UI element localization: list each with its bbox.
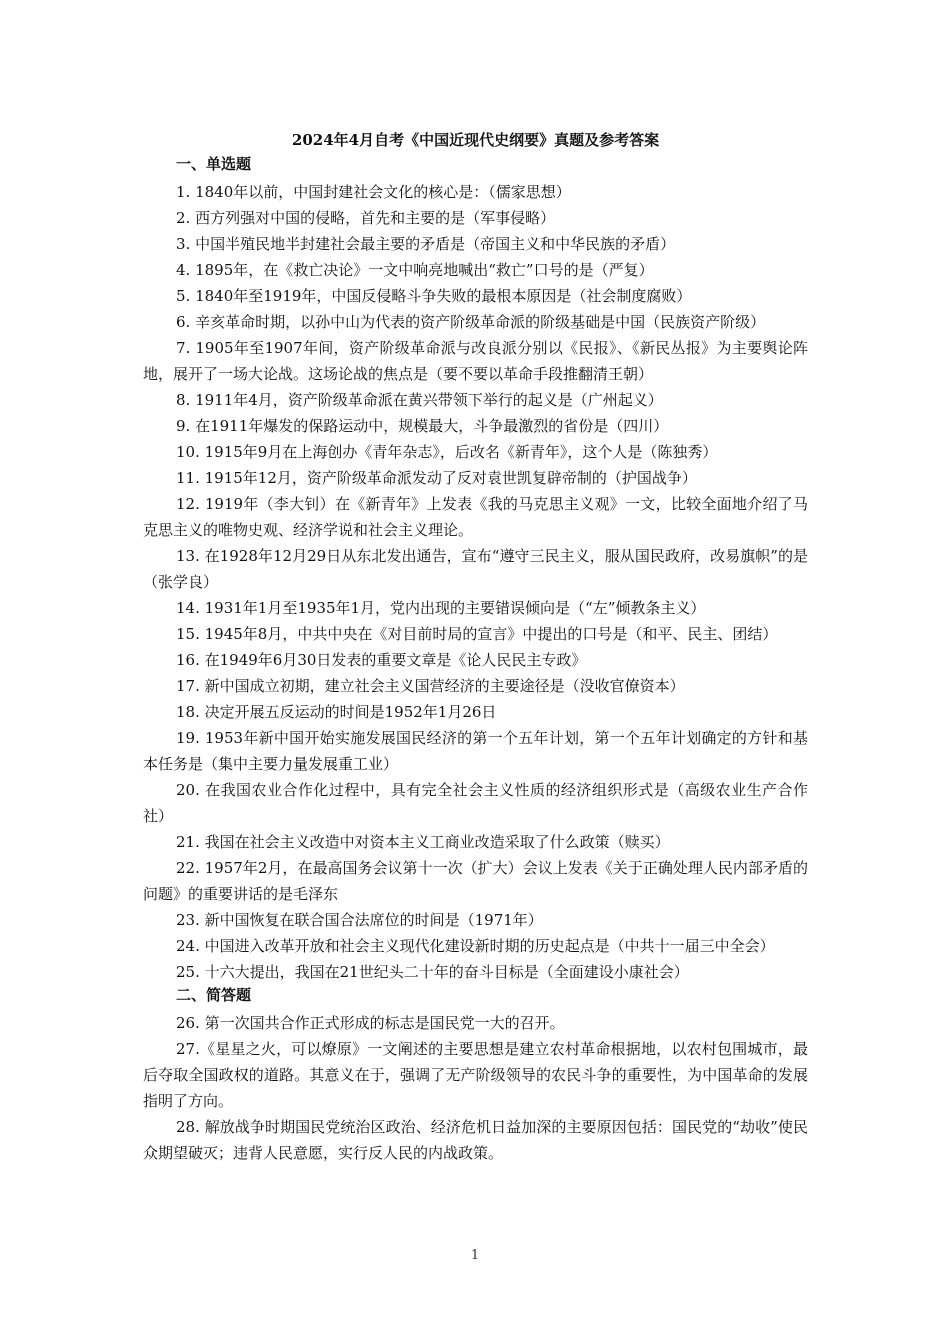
question-item: 28. 解放战争时期国民党统治区政治、经济危机日益加深的主要原因包括：国民党的“劫收”使民众期望破灭；违背人民意愿，实行反人民的内战政策。: [143, 1118, 808, 1162]
section-heading: 一、单选题: [176, 155, 252, 173]
question-item: 23. 新中国恢复在联合国合法席位的时间是（1971年）: [176, 911, 543, 929]
question-item: 1. 1840年以前，中国封建社会文化的核心是：（儒家思想）: [176, 183, 571, 201]
question-item: 5. 1840年至1919年，中国反侵略斗争失败的最根本原因是（社会制度腐败）: [176, 287, 692, 305]
question-item: 2. 西方列强对中国的侵略，首先和主要的是（军事侵略）: [176, 209, 556, 227]
question-item: 9. 在1911年爆发的保路运动中，规模最大，斗争最激烈的省份是（四川）: [176, 417, 669, 435]
question-item: 15. 1945年8月，中共中央在《对目前时局的宣言》中提出的口号是（和平、民主、团结）: [176, 625, 778, 643]
question-item: 17. 新中国成立初期，建立社会主义国营经济的主要途径是（没收官僚资本）: [176, 677, 685, 695]
question-item: 4. 1895年，在《救亡决论》一文中响亮地喊出“救亡”口号的是（严复）: [176, 261, 654, 279]
question-item: 18. 决定开展五反运动的时间是1952年1月26日: [176, 703, 497, 721]
document-title: 2024年4月自考《中国近现代史纲要》真题及参考答案: [291, 131, 660, 149]
question-item: 13. 在1928年12月29日从东北发出通告，宣布“遵守三民主义，服从国民政府，改易旗帜”的是（张学良）: [143, 547, 808, 591]
question-item: 3. 中国半殖民地半封建社会最主要的矛盾是（帝国主义和中华民族的矛盾）: [176, 235, 676, 253]
section-heading: 二、简答题: [176, 986, 252, 1004]
question-item: 26. 第一次国共合作正式形成的标志是国民党一大的召开。: [176, 1014, 565, 1032]
question-item: 11. 1915年12月，资产阶级革命派发动了反对袁世凯复辟帝制的（护国战争）: [176, 469, 697, 487]
question-item: 7. 1905年至1907年间，资产阶级革命派与改良派分别以《民报》、《新民丛报》为主要舆论阵地，展开了一场大论战。这场论战的焦点是（要不要以革命手段推翻清王朝）: [143, 339, 808, 383]
short-answer-list: [143, 1010, 808, 1166]
question-item: 16. 在1949年6月30日发表的重要文章是《论人民民主专政》: [176, 651, 587, 669]
question-item: 20. 在我国农业合作化过程中，具有完全社会主义性质的经济组织形式是（高级农业生产合作社）: [143, 781, 808, 825]
question-item: 12. 1919年（李大钊）在《新青年》上发表《我的马克思主义观》一文，比较全面地介绍了马克思主义的唯物史观、经济学说和社会主义理论。: [143, 495, 808, 539]
question-item: 14. 1931年1月至1935年1月，党内出现的主要错误倾向是（“左”倾教条主义）: [176, 599, 706, 617]
question-item: 27.《星星之火，可以燎原》一文阐述的主要思想是建立农村革命根据地，以农村包围城市，最后夺取全国政权的道路。其意义在于，强调了无产阶级领导的农民斗争的重要性，为中国革命的发展指明了方向。: [143, 1040, 808, 1110]
single-choice-list: [143, 179, 808, 985]
question-item: 10. 1915年9月在上海创办《青年杂志》，后改名《新青年》，这个人是（陈独秀）: [176, 443, 718, 461]
question-item: 24. 中国进入改革开放和社会主义现代化建设新时期的历史起点是（中共十一届三中全会）: [176, 937, 775, 955]
page-number: 1: [470, 1248, 480, 1263]
question-item: 21. 我国在社会主义改造中对资本主义工商业改造采取了什么政策（赎买）: [176, 833, 670, 851]
question-item: 22. 1957年2月，在最高国务会议第十一次（扩大）会议上发表《关于正确处理人民内部矛盾的问题》的重要讲话的是毛泽东: [143, 859, 808, 903]
question-item: 19. 1953年新中国开始实施发展国民经济的第一个五年计划，第一个五年计划确定的方针和基本任务是（集中主要力量发展重工业）: [143, 729, 808, 773]
question-item: 25. 十六大提出，我国在21世纪头二十年的奋斗目标是（全面建设小康社会）: [176, 963, 689, 981]
document-body: [143, 130, 808, 1166]
question-item: 6. 辛亥革命时期，以孙中山为代表的资产阶级革命派的阶级基础是中国（民族资产阶级）: [176, 313, 766, 331]
question-item: 8. 1911年4月，资产阶级革命派在黄兴带领下举行的起义是（广州起义）: [176, 391, 663, 409]
